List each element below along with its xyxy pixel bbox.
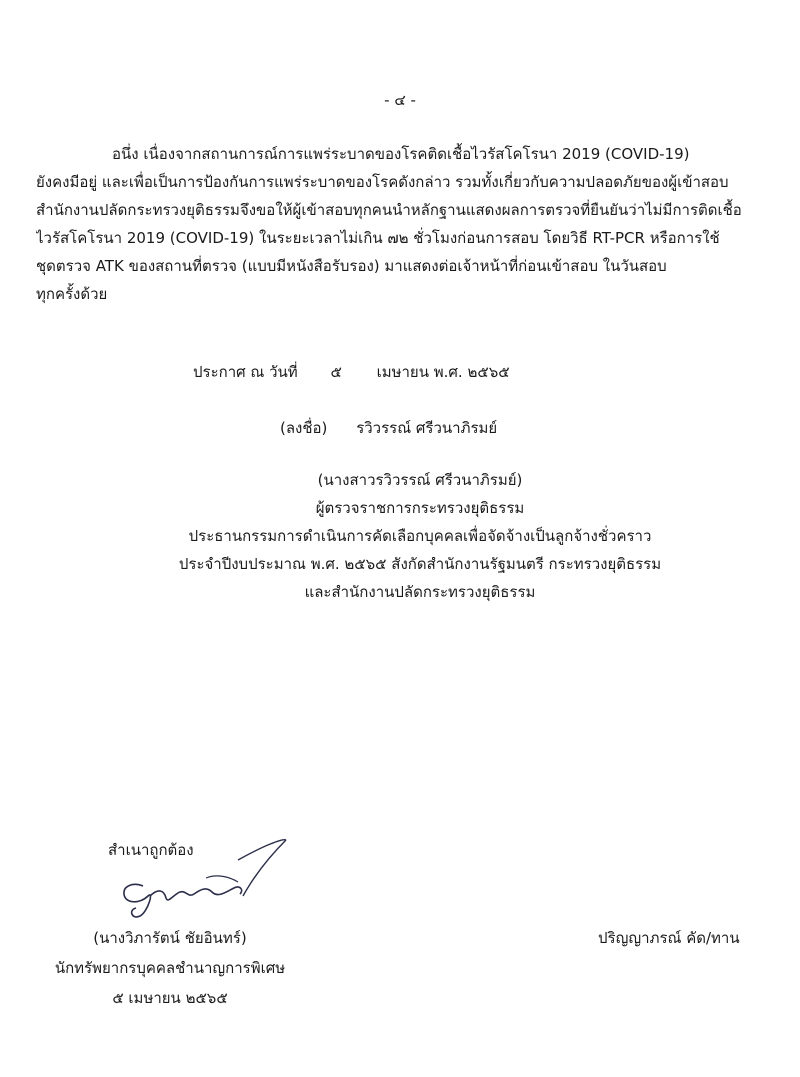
body-line-3: สำนักงานปลัดกระทรวงยุติธรรมจึงขอให้ผู้เข้าสอบทุกคนนำหลักฐานแสดงผลการตรวจที่ยืนยันว่าไม่มีการติดเชื้อ (36, 201, 742, 219)
announcement-prefix: ประกาศ ณ วันที่ (193, 363, 298, 381)
signer-committee-line-2: ประจำปีงบประมาณ พ.ศ. ๒๕๖๕ สังกัดสำนักงานรัฐมนตรี กระทรวงยุติธรรม (178, 555, 662, 573)
body-line-5: ชุดตรวจ ATK ของสถานที่ตรวจ (แบบมีหนังสือรับรอง) มาแสดงต่อเจ้าหน้าที่ก่อนเข้าสอบ ในวันสอบ (36, 257, 667, 275)
signer-full-name: (นางสาวรวิวรรณ์ ศรีวนาภิรมย์) (317, 471, 523, 489)
announcement-month-year: เมษายน พ.ศ. ๒๕๖๕ (376, 363, 510, 381)
body-paragraph (36, 140, 771, 308)
signature-line (280, 416, 497, 440)
body-line-2: ยังคงมีอยู่ และเพื่อเป็นการป้องกันการแพร่ระบาดของโรคดังกล่าว รวมทั้งเกี่ยวกับความปลอดภัยของผู้เข้าสอบ (36, 173, 729, 191)
announcement-day: ๕ (330, 363, 342, 381)
signer-position: ผู้ตรวจราชการกระทรวงยุติธรรม (315, 499, 525, 517)
announcement-date (193, 360, 510, 384)
signer-committee-line-3: และสำนักงานปลัดกระทรวงยุติธรรม (304, 583, 536, 601)
typist-note: ปริญญาภรณ์ คัด/ทาน (598, 929, 740, 947)
body-line-4: ไวรัสโคโรนา 2019 (COVID-19) ในระยะเวลาไม่เกิน ๗๒ ชั่วโมงก่อนการสอบ โดยวิธี RT-PCR หรือการใช้ (36, 229, 720, 247)
signer-block (150, 466, 690, 606)
body-line-6: ทุกครั้งด้วย (36, 285, 108, 303)
certifier-date: ๕ เมษายน ๒๕๖๕ (112, 989, 228, 1007)
page-number: - ๔ - (384, 91, 416, 109)
body-line-1: อนึ่ง เนื่องจากสถานการณ์การแพร่ระบาดของโรคติดเชื้อไวรัสโคโรนา 2019 (COVID-19) (112, 145, 690, 163)
signer-committee-line-1: ประธานกรรมการดำเนินการคัดเลือกบุคคลเพื่อจัดจ้างเป็นลูกจ้างชั่วคราว (188, 527, 652, 545)
signature-name: รวิวรรณ์ ศรีวนาภิรมย์ (356, 419, 498, 437)
certifier-name: (นางวิภารัตน์ ชัยอินทร์) (93, 929, 247, 947)
signature-label: (ลงชื่อ) (280, 419, 328, 437)
certifier-title: นักทรัพยากรบุคคลชำนาญการพิเศษ (54, 959, 286, 977)
certified-copy-label: สำเนาถูกต้อง (108, 841, 194, 859)
